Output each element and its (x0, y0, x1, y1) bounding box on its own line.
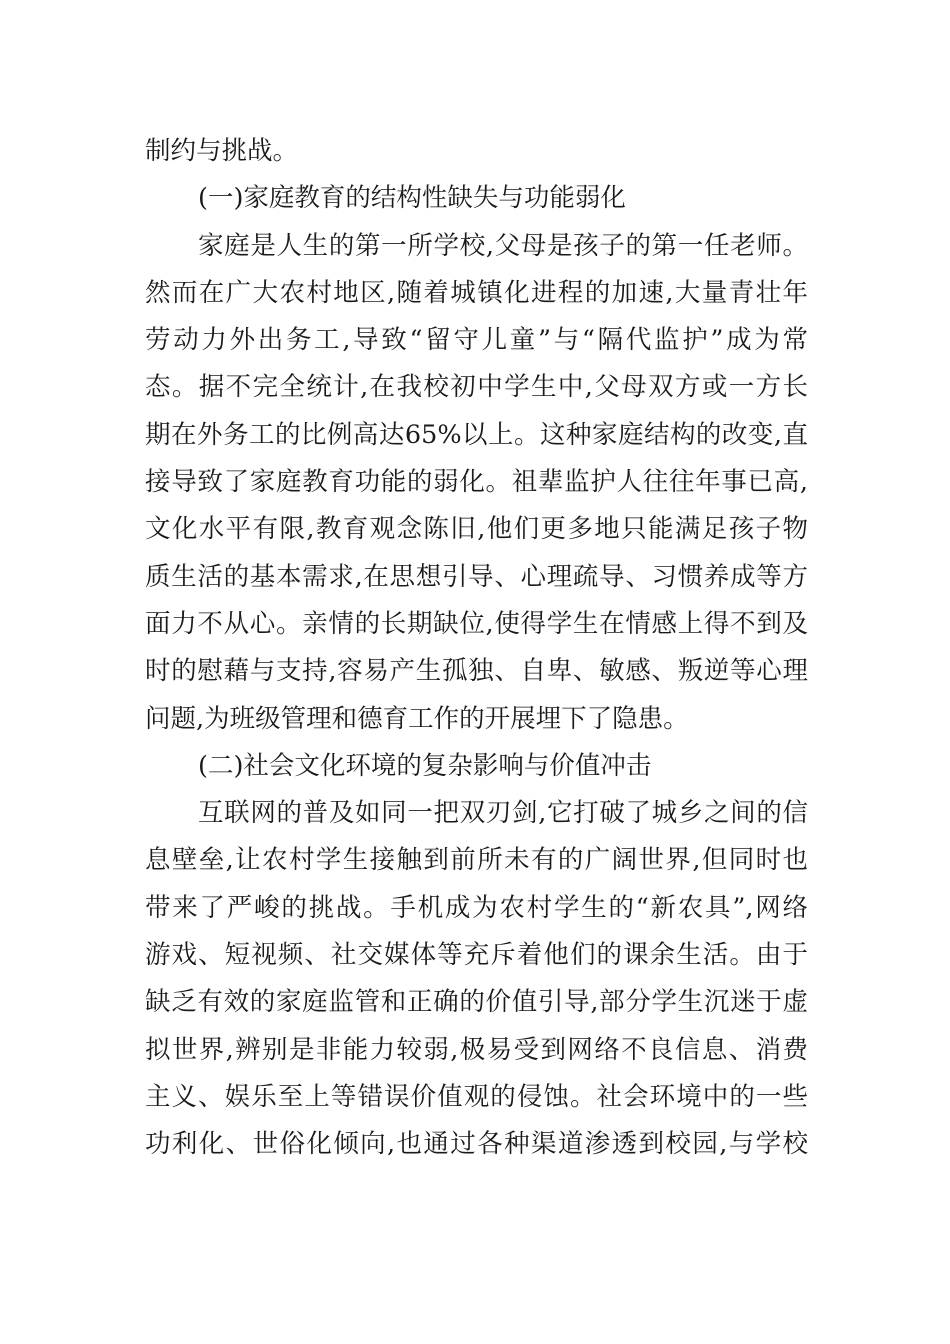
text-line: 制约与挑战。 (145, 136, 299, 166)
text-line: 问题,为班级管理和德育工作的开展埋下了隐患。 (145, 703, 689, 734)
text-line: 缺乏有效的家庭监管和正确的价值引导,部分学生沉迷于虚 (145, 987, 808, 1018)
text-line: 质生活的基本需求,在思想引导、心理疏导、习惯养成等方 (145, 561, 808, 592)
text-line: 时的慰藉与支持,容易产生孤独、自卑、敏感、叛逆等心理 (145, 656, 808, 687)
text-line: 带来了严峻的挑战。手机成为农村学生的“新农具”,网络 (145, 892, 808, 923)
section-heading-2: (二)社会文化环境的复杂影响与价值冲击 (198, 750, 652, 781)
text-line: 功利化、世俗化倾向,也通过各种渠道渗透到校园,与学校 (145, 1129, 808, 1160)
text-line: 面力不从心。亲情的长期缺位,使得学生在情感上得不到及 (145, 608, 808, 639)
text-line: 互联网的普及如同一把双刃剑,它打破了城乡之间的信 (198, 798, 808, 829)
text-line: 拟世界,辨别是非能力较弱,极易受到网络不良信息、消费 (145, 1034, 808, 1065)
section-heading-1: (一)家庭教育的结构性缺失与功能弱化 (198, 183, 626, 214)
text-line: 息壁垒,让农村学生接触到前所未有的广阔世界,但同时也 (145, 845, 808, 876)
text-line: 劳动力外出务工,导致“留守儿童”与“隔代监护”成为常 (145, 325, 808, 356)
text-line: 态。据不完全统计,在我校初中学生中,父母双方或一方长 (145, 372, 808, 403)
text-line: 然而在广大农村地区,随着城镇化进程的加速,大量青壮年 (145, 277, 808, 308)
text-line: 接导致了家庭教育功能的弱化。祖辈监护人往往年事已高, (145, 467, 808, 498)
text-line: 文化水平有限,教育观念陈旧,他们更多地只能满足孩子物 (145, 514, 808, 545)
text-line: 主义、娱乐至上等错误价值观的侵蚀。社会环境中的一些 (145, 1081, 808, 1112)
text-line: 期在外务工的比例高达65%以上。这种家庭结构的改变,直 (145, 419, 808, 450)
document-page (145, 128, 808, 1169)
text-line: 游戏、短视频、社交媒体等充斥着他们的课余生活。由于 (145, 940, 808, 971)
text-line: 家庭是人生的第一所学校,父母是孩子的第一任老师。 (198, 230, 808, 261)
